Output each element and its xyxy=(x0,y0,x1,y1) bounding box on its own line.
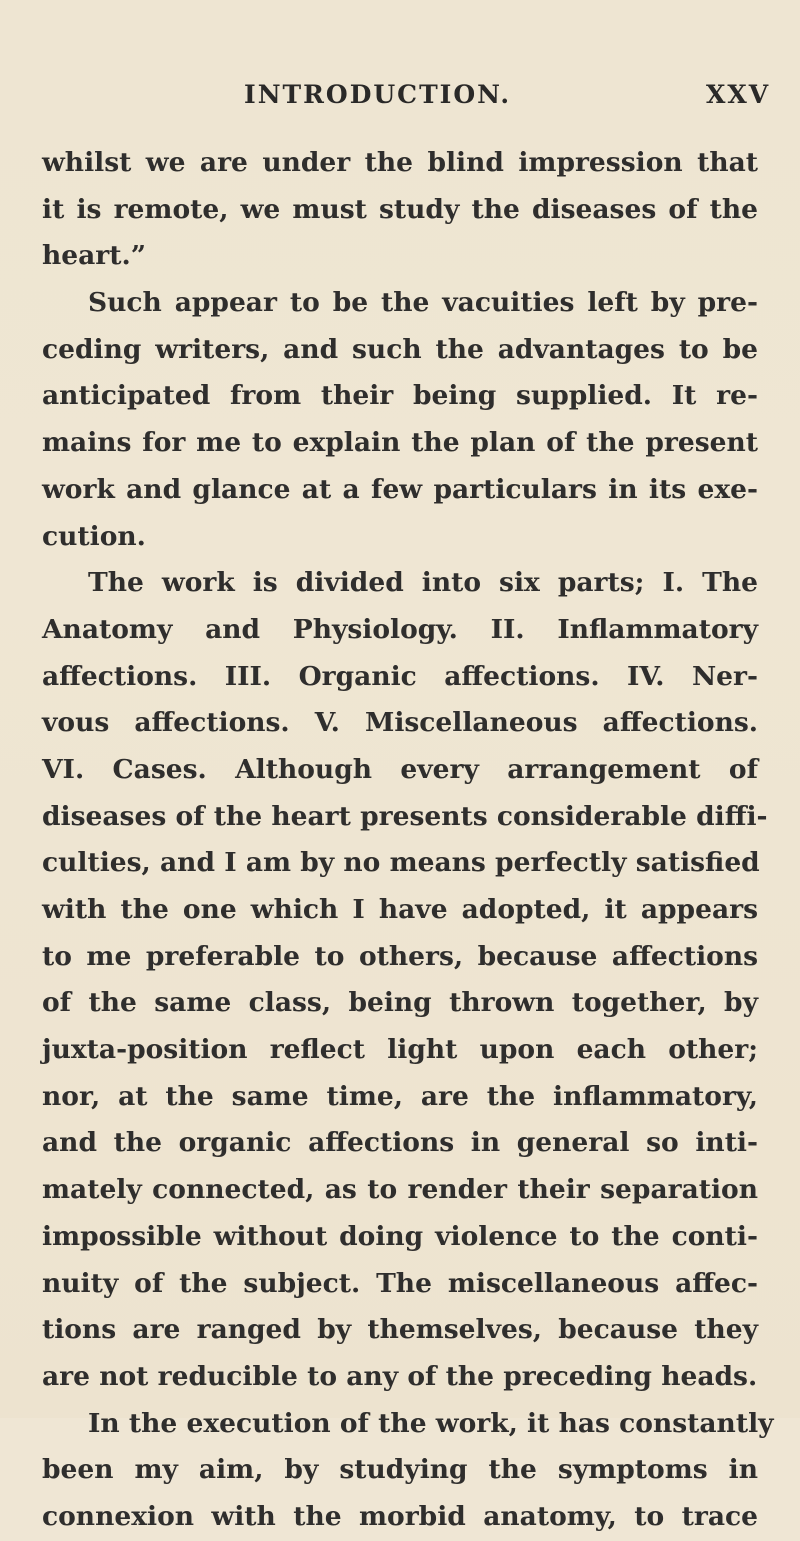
text-line: with the one which I have adopted, it appears xyxy=(42,894,758,925)
text-line: been my aim, by studying the symptoms in xyxy=(42,1454,758,1486)
page-number: XXV xyxy=(706,80,771,109)
text-line: whilst we are under the blind impression that xyxy=(42,147,758,178)
text-line: VI. Cases. Although every arrangement of xyxy=(42,753,758,785)
running-head-title: INTRODUCTION. xyxy=(244,80,512,109)
text-line: cution. xyxy=(42,520,146,552)
text-line: are not reducible to any of the preceding heads. xyxy=(42,1360,758,1392)
text-line: connexion with the morbid anatomy, to trace xyxy=(42,1500,758,1532)
text-line: anticipated from their being supplied. It re- xyxy=(42,380,758,412)
text-line: it is remote, we must study the diseases of the xyxy=(42,193,758,225)
running-head xyxy=(0,80,800,120)
text-line: heart.” xyxy=(42,240,146,272)
text-line: vous affections. V. Miscellaneous affections. xyxy=(42,707,758,739)
text-line: culties, and I am by no means perfectly satisfied xyxy=(42,847,760,879)
text-line: and the organic affections in general so inti- xyxy=(42,1127,758,1159)
text-line: Anatomy and Physiology. II. Inflammatory xyxy=(42,613,758,645)
text-line: mains for me to explain the plan of the present xyxy=(42,427,758,459)
text-line: diseases of the heart presents considerable diffi- xyxy=(42,800,768,832)
text-line: nuity of the subject. The miscellaneous affec- xyxy=(42,1267,758,1299)
text-line: impossible without doing violence to the conti- xyxy=(42,1220,758,1252)
text-line: tions are ranged by themselves, because they xyxy=(42,1314,758,1346)
paragraph-start-line: The work is divided into six parts; I. The xyxy=(88,567,758,599)
text-line: of the same class, being thrown together, by xyxy=(42,987,758,1019)
text-line: to me preferable to others, because affections xyxy=(42,940,758,972)
paragraph-start-line: In the execution of the work, it has constantly xyxy=(88,1407,774,1439)
text-line: affections. III. Organic affections. IV. Ner- xyxy=(42,660,758,692)
paragraph-start-line: Such appear to be the vacuities left by pre- xyxy=(88,287,758,319)
text-line: juxta-position reflect light upon each other; xyxy=(42,1034,758,1066)
text-line: nor, at the same time, are the inflammatory, xyxy=(42,1080,758,1112)
text-line: mately connected, as to render their separation xyxy=(42,1174,758,1206)
text-line: ceding writers, and such the advantages to be xyxy=(42,333,758,365)
body-text xyxy=(42,140,774,1541)
text-line: work and glance at a few particulars in its exe- xyxy=(42,473,758,505)
